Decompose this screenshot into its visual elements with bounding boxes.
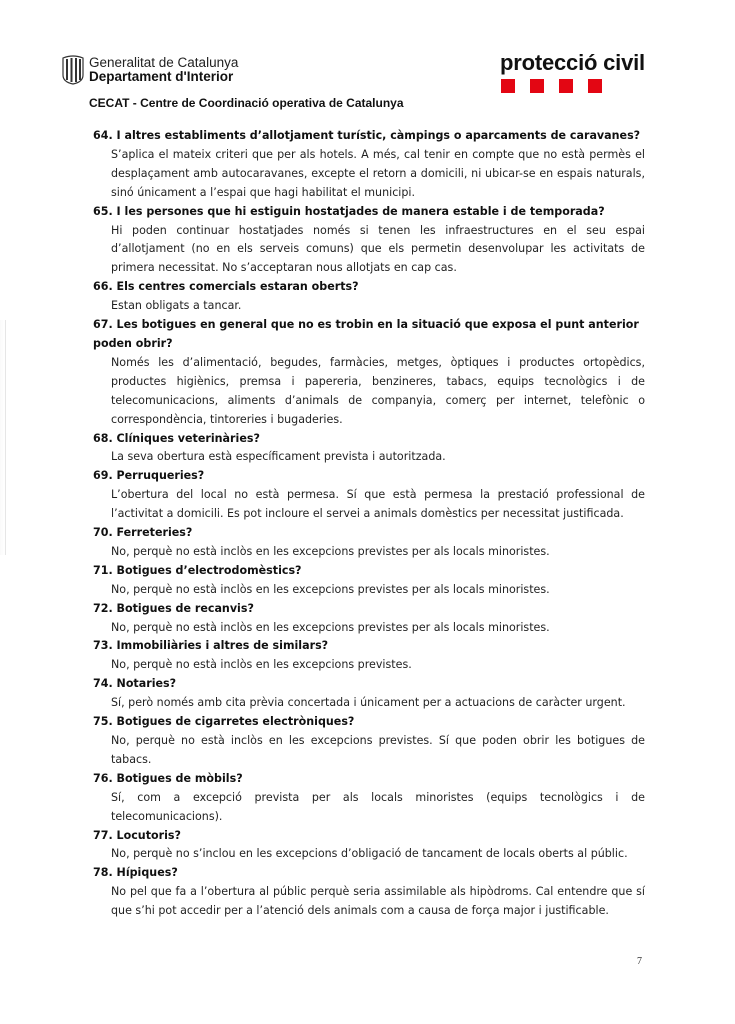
- question-number: 71.: [93, 563, 113, 577]
- faq-question: [93, 827, 645, 846]
- faq-question: [93, 675, 645, 694]
- question-number: 78.: [93, 866, 113, 880]
- faq-item: [93, 127, 645, 203]
- faq-question: [93, 278, 645, 297]
- scroll-edge: [0, 320, 6, 555]
- faq-item: [93, 827, 645, 865]
- faq-answer: L’obertura del local no està permesa. Sí que està permesa la prestació professional de l’activitat a domicili. Es pot incloure el servei a animals domèstics per necessitat justificada.: [111, 488, 645, 521]
- faq-item: [93, 316, 645, 429]
- faq-question: [93, 864, 645, 883]
- faq-question: [93, 467, 645, 486]
- brand-square: [530, 79, 544, 93]
- faq-question: [93, 637, 645, 656]
- faq-answer: Sí, però només amb cita prèvia concertada i únicament per a actuacions de caràcter urgent.: [111, 696, 626, 710]
- brand-title: protecció civil: [500, 50, 645, 75]
- faq-question: [93, 600, 645, 619]
- faq-question: [93, 203, 645, 222]
- faq-answer: No, perquè no està inclòs en les excepcions previstes per als locals minoristes.: [111, 620, 550, 634]
- faq-item: [93, 713, 645, 770]
- faq-answer: Sí, com a excepció prevista per als locals minoristes (equips tecnològics i de telecomunicacions).: [111, 790, 645, 823]
- brand-squares: [501, 79, 602, 93]
- faq-question: [93, 316, 645, 354]
- question-number: 67.: [93, 318, 113, 332]
- faq-question: [93, 430, 645, 449]
- question-text: Botigues de recanvis?: [116, 601, 254, 615]
- document-subtitle: CECAT - Centre de Coordinació operativa de Catalunya: [89, 96, 404, 110]
- faq-answer: No pel que fa a l’obertura al públic perquè seria assimilable als hipòdroms. Cal entendre que sí que s’hi pot accedir per a l’atenció dels animals com a causa de força major i justificable.: [111, 885, 645, 918]
- question-text: Les botigues en general que no es trobin en la situació que exposa el punt anterior poden obrir?: [93, 318, 639, 350]
- faq-question: [93, 770, 645, 789]
- faq-item: [93, 524, 645, 562]
- question-number: 69.: [93, 469, 113, 483]
- faq-item: [93, 600, 645, 638]
- faq-list: [93, 127, 645, 921]
- question-number: 65.: [93, 204, 113, 218]
- question-text: I les persones que hi estiguin hostatjades de manera estable i de temporada?: [116, 204, 605, 218]
- question-number: 70.: [93, 526, 113, 540]
- faq-answer: No, perquè no s’inclou en les excepcions d’obligació de tancament de locals oberts al públic.: [111, 847, 628, 861]
- question-number: 74.: [93, 677, 113, 691]
- question-text: Locutoris?: [116, 828, 181, 842]
- faq-answer: Hi poden continuar hostatjades només si tenen les infraestructures en el seu espai d’allotjament (no en els serveis comuns) que els permetin desenvolupar les activitats de primera necessitat. No s’acceptaran nous allotjats en cap cas.: [111, 223, 645, 275]
- question-number: 77.: [93, 828, 113, 842]
- question-number: 64.: [93, 129, 113, 142]
- page-number: 7: [637, 956, 642, 967]
- faq-question: [93, 127, 645, 146]
- faq-item: [93, 467, 645, 524]
- faq-item: [93, 562, 645, 600]
- question-text: Botigues de mòbils?: [116, 771, 243, 785]
- faq-answer: Estan obligats a tancar.: [111, 299, 242, 313]
- question-number: 66.: [93, 280, 113, 294]
- question-text: Botigues de cigarretes electròniques?: [116, 715, 355, 729]
- question-number: 76.: [93, 771, 113, 785]
- faq-question: [93, 713, 645, 732]
- question-text: Botigues d’electrodomèstics?: [116, 563, 302, 577]
- faq-item: [93, 864, 645, 921]
- faq-item: [93, 430, 645, 468]
- question-number: 68.: [93, 431, 113, 445]
- faq-question: [93, 524, 645, 543]
- faq-item: [93, 675, 645, 713]
- brand-square: [588, 79, 602, 93]
- faq-answer: No, perquè no està inclòs en les excepcions previstes. Sí que poden obrir les botigues de tabacs.: [111, 734, 645, 766]
- question-text: Els centres comercials estaran oberts?: [116, 280, 359, 294]
- question-text: Notaries?: [116, 677, 177, 691]
- question-number: 75.: [93, 715, 113, 729]
- faq-answer: No, perquè no està inclòs en les excepcions previstes.: [111, 658, 412, 672]
- question-text: Hípiques?: [116, 866, 178, 880]
- question-text: Clíniques veterinàries?: [116, 431, 260, 445]
- question-text: Perruqueries?: [116, 469, 205, 483]
- faq-item: [93, 637, 645, 675]
- faq-answer: No, perquè no està inclòs en les excepcions previstes per als locals minoristes.: [111, 582, 550, 596]
- department-name: Departament d'Interior: [89, 69, 234, 84]
- faq-question: [93, 562, 645, 581]
- question-text: Immobiliàries i altres de similars?: [116, 639, 329, 653]
- question-text: Ferreteries?: [116, 526, 193, 540]
- brand-square: [559, 79, 573, 93]
- question-text: I altres establiments d’allotjament turístic, càmpings o aparcaments de caravanes?: [116, 129, 641, 142]
- faq-item: [93, 770, 645, 827]
- question-number: 72.: [93, 601, 113, 615]
- faq-answer: No, perquè no està inclòs en les excepcions previstes per als locals minoristes.: [111, 544, 550, 558]
- gencat-logo-icon: [62, 55, 84, 85]
- org-name: Generalitat de Catalunya: [89, 55, 239, 70]
- faq-answer: La seva obertura està específicament prevista i autoritzada.: [111, 450, 446, 464]
- faq-answer: Només les d’alimentació, begudes, farmàcies, metges, òptiques i productes ortopèdics, productes higiènics, premsa i papereria, benzineres, tabacs, equips tecnològics i de telecomunicacions, aliments d’animals de companyia, comerç per internet, telefònic o correspondència, tintoreries i bugaderies.: [111, 355, 645, 426]
- faq-item: [93, 203, 645, 279]
- faq-answer: S’aplica el mateix criteri que per als hotels. A més, cal tenir en compte que no està permès el desplaçament amb autocaravanes, excepte el retorn a domicili, ni ubicar-se en espais naturals, sinó únicament a l’espai que hagi habilitat el municipi.: [111, 147, 645, 199]
- question-number: 73.: [93, 639, 113, 653]
- brand-square: [501, 79, 515, 93]
- faq-item: [93, 278, 645, 316]
